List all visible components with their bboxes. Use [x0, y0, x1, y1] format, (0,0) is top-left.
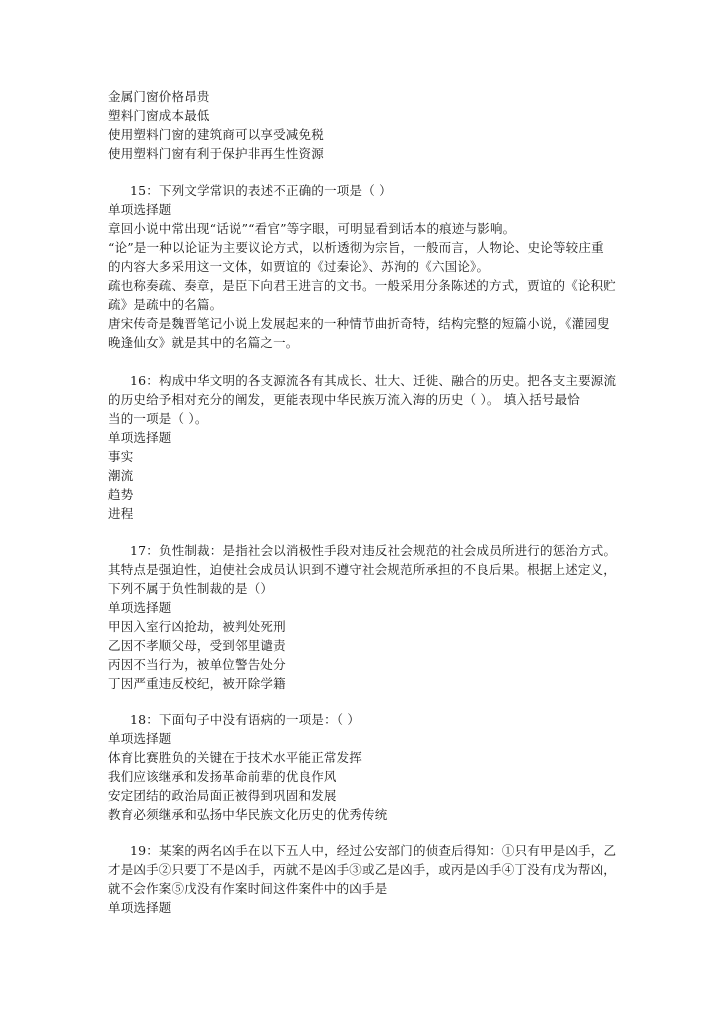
option-line: “论”是一种以论证为主要议论方式，以析透彻为宗旨，一般而言，人物论、史论等较庄重	[108, 240, 604, 255]
option-line: 丙因不当行为，被单位警告处分	[108, 657, 286, 672]
option-line: 章回小说中常出现“话说”“看官”等字眼，可明显看到话本的痕迹与影响。	[108, 221, 516, 236]
option-line: 的内容大多采用这一文体，如贾谊的《过秦论》、苏洵的《六国论》。	[108, 259, 490, 274]
question-type-label: 单项选择题	[108, 202, 172, 217]
option-line: 唐宋传奇是魏晋笔记小说上发展起来的一种情节曲折奇特，结构完整的短篇小说，《灌园叟	[108, 316, 610, 331]
option-line: 事实	[108, 449, 134, 464]
option-line: 乙因不孝顺父母，受到邻里谴责	[108, 638, 286, 653]
option-line: 体育比赛胜负的关键在于技术水平能正常发挥	[108, 750, 363, 765]
option-line: 疏》是疏中的名篇。	[108, 297, 223, 312]
question-19-stem: 才是凶手②只要丁不是凶手，丙就不是凶手③或乙是凶手，或丙是凶手④丁没有戊为帮凶，	[108, 862, 617, 877]
question-16-stem: 的历史给予相对充分的阐发，更能表现中华民族万流入海的历史（ ）。 填入括号最恰	[108, 392, 580, 407]
question-type-label: 单项选择题	[108, 900, 172, 915]
option-line: 趋势	[108, 487, 134, 502]
question-17-stem: 其特点是强迫性，迫使社会成员认识到不遵守社会规范所承担的不良后果。根据上述定义，	[108, 562, 617, 577]
question-15-stem: 15：下列文学常识的表述不正确的一项是（ ）	[130, 183, 392, 198]
question-16-stem: 16：构成中华文明的各支源流各有其成长、壮大、迁徙、融合的历史。把各支主要源流	[130, 373, 617, 388]
option-line: 丁因严重违反校纪，被开除学籍	[108, 676, 286, 691]
question-16-stem: 当的一项是（ ）。	[108, 411, 208, 426]
question-type-label: 单项选择题	[108, 430, 172, 445]
option-line: 塑料门窗成本最低	[108, 108, 210, 123]
option-line: 我们应该继承和发扬革命前辈的优良作风	[108, 769, 337, 784]
option-line: 安定团结的政治局面正被得到巩固和发展	[108, 788, 337, 803]
option-line: 甲因入室行凶抢劫，被判处死刑	[108, 619, 286, 634]
question-17-stem: 下列不属于负性制裁的是（）	[108, 581, 274, 596]
option-line: 潮流	[108, 468, 134, 483]
option-line: 教育必须继承和弘扬中华民族文化历史的优秀传统	[108, 807, 388, 822]
option-line: 使用塑料门窗的建筑商可以享受减免税	[108, 127, 324, 142]
option-line: 金属门窗价格昂贵	[108, 89, 210, 104]
question-type-label: 单项选择题	[108, 600, 172, 615]
question-18-stem: 18：下面句子中没有语病的一项是：（ ）	[130, 712, 361, 727]
question-17-stem: 17：负性制裁：是指社会以消极性手段对违反社会规范的社会成员所进行的惩治方式。	[130, 543, 617, 558]
question-19-stem: 就不会作案⑤戊没有作案时间这件案件中的凶手是	[108, 881, 388, 896]
option-line: 疏也称奏疏、奏章，是臣下向君王进言的文书。一般采用分条陈述的方式，贾谊的《论积贮	[108, 278, 617, 293]
option-line: 晚逢仙女》就是其中的名篇之一。	[108, 335, 299, 350]
option-line: 使用塑料门窗有利于保护非再生性资源	[108, 146, 324, 161]
question-19-stem: 19：某案的两名凶手在以下五人中，经过公安部门的侦查后得知：①只有甲是凶手，乙	[130, 843, 617, 858]
question-type-label: 单项选择题	[108, 731, 172, 746]
option-line: 进程	[108, 506, 134, 521]
